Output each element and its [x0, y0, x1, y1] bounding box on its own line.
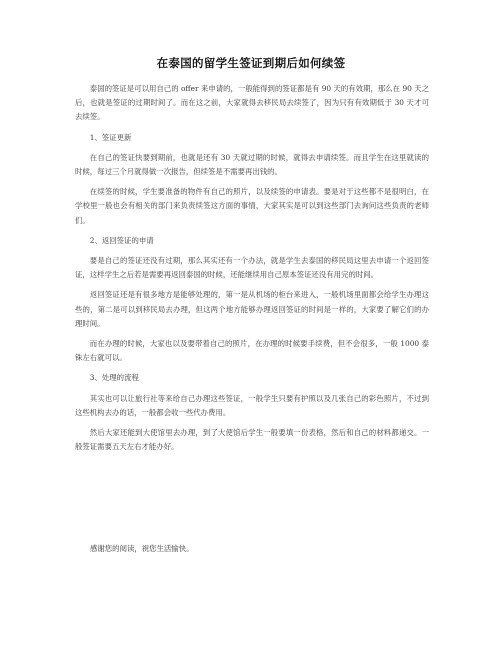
section-heading: 2、返回签证的申请	[89, 235, 154, 245]
section-reentry-visa	[75, 234, 429, 366]
document-body	[75, 82, 429, 460]
section-heading: 3、处理的流程	[89, 373, 139, 383]
section-process	[75, 371, 429, 454]
body-paragraph: 要是自己的签证还没有过期，那么其实还有一个办法，就是学生去泰国的移民局这里去申请一个返回签证，这样学生之后若是需要再返回泰国的时候，还能继续用自己原本签证还没有用完的时间。	[75, 256, 429, 280]
section-heading: 1、签证更新	[89, 132, 132, 142]
body-paragraph: 而在办理的时候，大家也以及要带着自己的照片，在办理的时候要手续费，但不会很多，一般 1000 泰铢左右就可以。	[75, 339, 429, 363]
intro-paragraph: 泰国的签证是可以用自己的 offer 来申请的，一般能得到的签证都是有 90 天的有效期，那么在 90 天之后，也就是签证的过期时间了。而在这之前，大家就得去移民局去续签了，因为只有有效期低于 30 天才可去续签。	[75, 84, 429, 122]
closing-note: 感谢您的阅读，祝您生活愉快。	[90, 544, 194, 553]
body-paragraph: 其实也可以让旅行社等来给自己办理这些签证，一般学生只要有护照以及几张自己的彩色照片，不过到这些机构去办的话，一般都会收一些代办费用。	[75, 393, 429, 417]
body-paragraph: 然后大家还能到大使馆里去办理，到了大使馆后学生一般要填一份表格，然后和自己的材料都递交。一般签证需要五天左右才能办好。	[75, 428, 429, 452]
body-paragraph: 返回签证还是有很多地方是能够处理的，第一是从机场的柜台来进入，一般机场里面都会给学生办理这些的，第二是可以到移民局去办理，但这两个地方能够办理返回签证的时间是一样的，大家要了解它们的办理时间。	[75, 290, 429, 328]
body-paragraph: 在自己的签证快要到期前，也就是还有 30 天就过期的时候，就得去申请续签。而且学生在这里就读的时候，每过三个月就得做一次报告，但续签是不需要再出钱的。	[75, 152, 429, 177]
section-visa-renewal	[75, 131, 429, 228]
body-paragraph: 在续签的时候，学生要准备的物件有自己的照片，以及续签的申请表。要是对于这些都不是很明白，在学校里一般也会有相关的部门来负责续签这方面的事情，大家其实是可以到这些部门去询问这些负责的老师们。	[75, 187, 429, 225]
document-title: 在泰国的留学生签证到期后如何续签	[156, 56, 346, 70]
